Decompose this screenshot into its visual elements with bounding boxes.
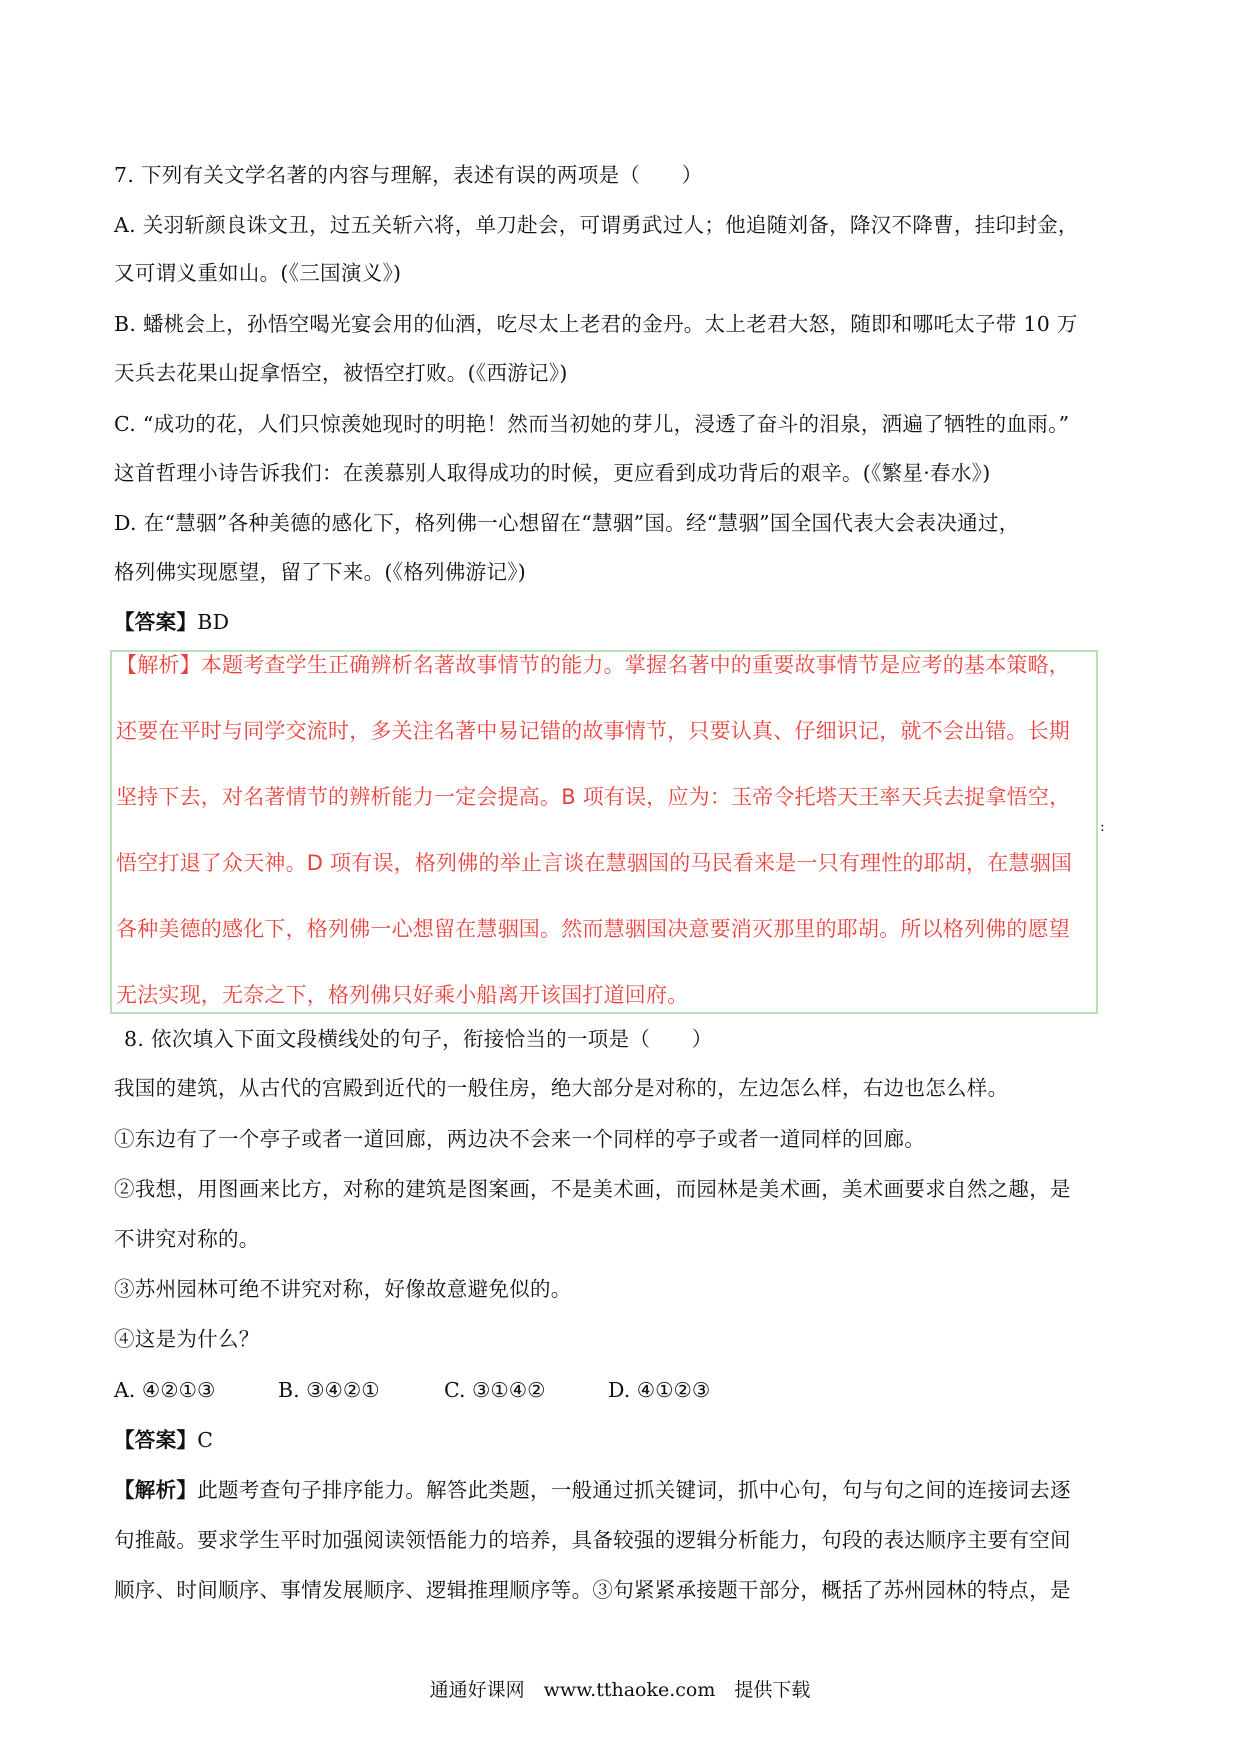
q7-option-b-line2: 天兵去花果山捉拿悟空，被悟空打败。(《西游记》): [114, 361, 568, 385]
q8-sentence-2-line2: 不讲究对称的。: [114, 1227, 260, 1251]
q7-answer-label: 【答案】: [114, 610, 198, 634]
q8-sentence-4: ④这是为什么？: [114, 1327, 260, 1351]
q7-analysis-line: 无法实现，无奈之下，格列佛只好乘小船离开该国打道回府。: [116, 983, 689, 1007]
q8-analysis-line1: [114, 1475, 1134, 1505]
q7-option-d-line1: D. 在“慧骃”各种美德的感化下，格列佛一心想留在“慧骃”国。经“慧骃”国全国代表大会表决通过，: [114, 511, 1020, 535]
q8-sentence-2-line1: ②我想，用图画来比方，对称的建筑是图案画，不是美术画，而园林是美术画，美术画要求自然之趣，是: [114, 1177, 1071, 1201]
q8-stem: 8. 依次填入下面文段横线处的句子，衔接恰当的一项是（ ）: [124, 1027, 713, 1051]
q8-option-b: B. ③④②①: [278, 1378, 380, 1402]
q7-analysis-line: 各种美德的感化下，格列佛一心想留在慧骃国。然而慧骃国决意要消灭那里的耶胡。所以格列佛的愿望: [116, 917, 1070, 941]
q7-answer-value: BD: [197, 610, 230, 634]
q7-option-b-line1: B. 蟠桃会上，孙悟空喝光宴会用的仙酒，吃尽太上老君的金丹。太上老君大怒，随即和哪吒太子带 10 万: [114, 312, 1078, 336]
q8-analysis-line2: 句推敲。要求学生平时加强阅读领悟能力的培养，具备较强的逻辑分析能力，句段的表达顺序主要有空间: [114, 1528, 1071, 1552]
q7-option-a-line1: A. 关羽斩颜良诛文丑，过五关斩六将，单刀赴会，可谓勇武过人；他追随刘备，降汉不降曹，挂印封金，: [114, 213, 1079, 237]
q8-answer-label: 【答案】: [114, 1428, 198, 1452]
q8-option-d: D. ④①②③: [608, 1378, 711, 1402]
q8-analysis-line3: 顺序、时间顺序、事情发展顺序、逻辑推理顺序等。③句紧紧承接题干部分，概括了苏州园林的特点，是: [114, 1578, 1071, 1602]
q8-sentence-1: ①东边有了一个亭子或者一道回廊，两边决不会来一个同样的亭子或者一道同样的回廊。: [114, 1127, 926, 1151]
q8-analysis-label: 【解析】: [114, 1478, 198, 1502]
q7-answer: [114, 607, 1134, 637]
page-footer: 通通好课网 www.tthaoke.com 提供下载: [429, 1679, 811, 1701]
q8-passage: 我国的建筑，从古代的宫殿到近代的一般住房，绝大部分是对称的，左边怎么样，右边也怎么样。: [114, 1076, 1009, 1100]
q7-option-d-line2: 格列佛实现愿望，留了下来。(《格列佛游记》): [114, 560, 527, 584]
q7-analysis-line: 还要在平时与同学交流时，多关注名著中易记错的故事情节，只要认真、仔细识记，就不会出错。长期: [116, 719, 1070, 743]
q7-analysis-box: [110, 650, 1098, 1014]
q8-option-a: A. ④②①③: [114, 1378, 216, 1402]
q7-option-c-line1: C. “成功的花，人们只惊羡她现时的明艳！然而当初她的芽儿，浸透了奋斗的泪泉，洒遍了牺牲的血雨。”: [114, 412, 1070, 436]
q7-option-c-line2: 这首哲理小诗告诉我们：在羡慕别人取得成功的时候，更应看到成功背后的艰辛。(《繁星·春水》): [114, 461, 991, 485]
q8-options: [114, 1375, 1014, 1405]
q8-analysis-text: 此题考查句子排序能力。解答此类题，一般通过抓关键词，抓中心句，句与句之间的连接词去逐: [197, 1478, 1071, 1502]
q8-answer: [114, 1425, 1134, 1455]
q8-answer-value: C: [197, 1428, 214, 1452]
q8-option-c: C. ③①④②: [444, 1378, 546, 1402]
q7-analysis-line: 悟空打退了众天神。D 项有误，格列佛的举止言谈在慧骃国的马民看来是一只有理性的耶胡，在慧骃国: [116, 851, 1073, 875]
q7-analysis-line: 坚持下去，对名著情节的辨析能力一定会提高。B 项有误，应为：玉帝令托塔天王率天兵去捉拿悟空，: [116, 785, 1071, 809]
q7-option-a-line2: 又可谓义重如山。(《三国演义》): [114, 261, 402, 285]
q7-stem: 7. 下列有关文学名著的内容与理解，表述有误的两项是（ ）: [114, 163, 703, 187]
box-edge-mark: :: [1100, 819, 1105, 835]
q8-sentence-3: ③苏州园林可绝不讲究对称，好像故意避免似的。: [114, 1277, 572, 1301]
q7-analysis-line: 【解析】本题考查学生正确辨析名著故事情节的能力。掌握名著中的重要故事情节是应考的基本策略，: [116, 653, 1070, 677]
